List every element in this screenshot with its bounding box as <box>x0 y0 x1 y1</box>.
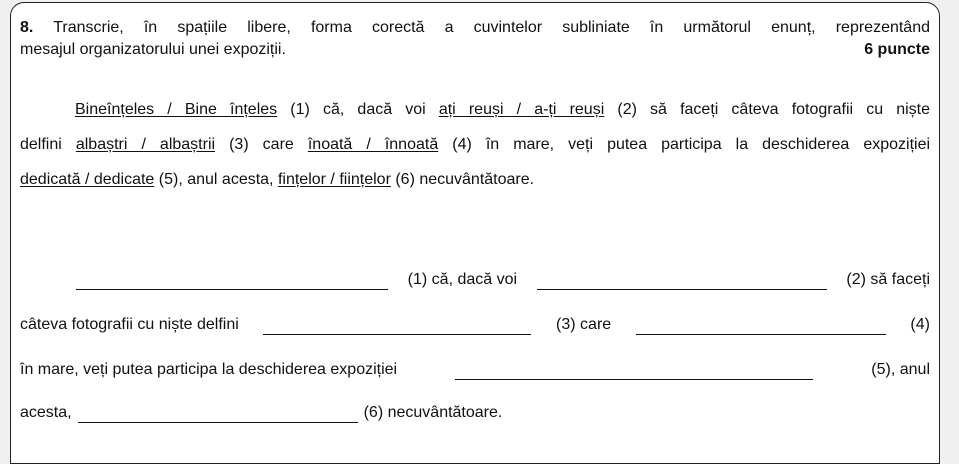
underlined-option-6: fințelor / ființelor <box>277 171 391 188</box>
answer-text: (4) <box>910 316 930 333</box>
answer-text: acesta, <box>20 404 72 421</box>
answer-line-3 <box>20 360 930 380</box>
answer-text: (6) necuvântătoare. <box>363 404 503 421</box>
passage-text: (6) necuvântătoare. <box>390 171 535 188</box>
answer-blank-5[interactable] <box>455 363 813 380</box>
answer-line-2 <box>20 315 930 335</box>
answer-line-1 <box>76 270 930 290</box>
passage-text: delfini <box>20 136 76 153</box>
passage-text: (4) în mare, veți putea participa la deschiderea expoziției <box>438 136 931 153</box>
answer-blank-3[interactable] <box>263 318 531 335</box>
passage-line-2 <box>20 135 930 155</box>
answer-blank-2[interactable] <box>537 273 827 290</box>
answer-blank-1[interactable] <box>76 273 388 290</box>
underlined-option-5: dedicată / dedicate <box>20 171 155 188</box>
underlined-option-4: înoată / înnoată <box>307 136 439 153</box>
answer-blank-4[interactable] <box>636 318 886 335</box>
answer-text: câteva fotografii cu niște delfini <box>20 316 239 333</box>
passage-line-1 <box>75 100 930 120</box>
answer-line-4 <box>20 403 930 423</box>
instruction-text: Transcrie, în spațiile libere, forma corectă a cuvintelor subliniate în următorul enunț, reprezentând <box>53 19 931 36</box>
instruction-line-1 <box>20 18 930 38</box>
underlined-option-2: ați reuși / a-ți reuși <box>438 101 605 118</box>
passage-text: (5), anul acesta, <box>154 171 278 188</box>
answer-text: (1) că, dacă voi <box>407 271 518 288</box>
passage-text: (1) că, dacă voi <box>277 101 439 118</box>
exercise-box <box>10 2 940 464</box>
instruction-text-2: mesajul organizatorului unei expoziții. <box>20 41 286 58</box>
passage-line-3 <box>20 170 930 190</box>
passage-text: (3) care <box>215 136 308 153</box>
answer-text: (2) să faceți <box>846 271 930 288</box>
underlined-option-3: albaștri / albaștrii <box>75 136 216 153</box>
answer-text: (3) care <box>556 316 612 333</box>
underlined-option-1: Bineînțeles / Bine înțeles <box>75 101 278 118</box>
answer-text: în mare, veți putea participa la deschiderea expoziției <box>20 361 398 378</box>
points-label: 6 puncte <box>864 41 930 58</box>
passage-text: (2) să faceți câteva fotografii cu niște <box>604 101 931 118</box>
exercise-number: 8. <box>20 19 34 36</box>
answer-blank-6[interactable] <box>78 406 358 423</box>
answer-text: (5), anul <box>871 361 930 378</box>
instruction-line-2 <box>20 40 930 60</box>
